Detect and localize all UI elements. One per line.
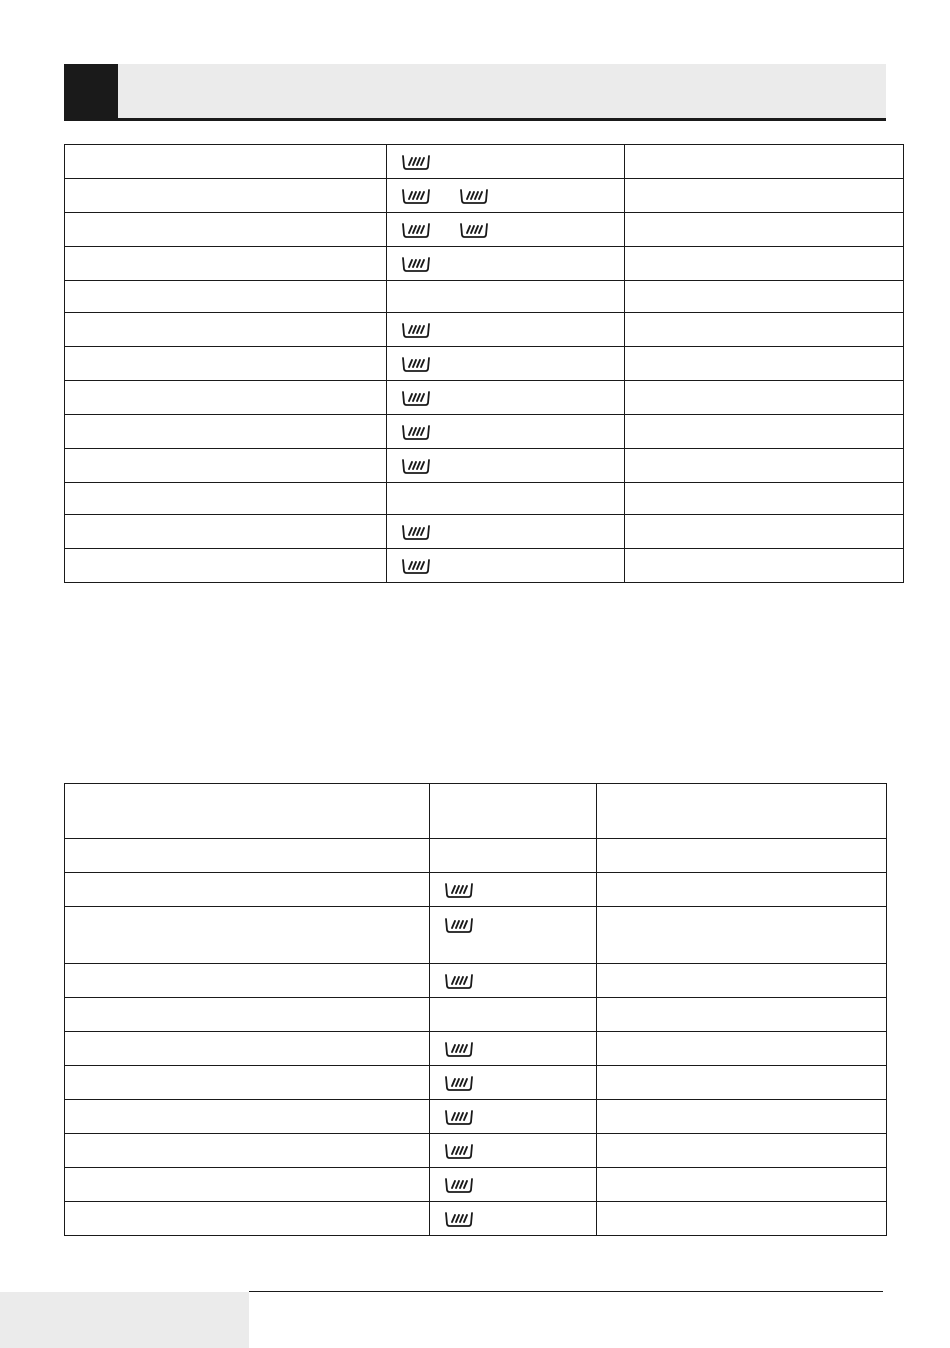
program-name-cell bbox=[65, 483, 387, 515]
value-cell bbox=[597, 1066, 887, 1100]
table-header-cell bbox=[597, 784, 887, 839]
value-cell bbox=[597, 1202, 887, 1236]
program-name-cell bbox=[65, 347, 387, 381]
detergent-cell bbox=[387, 549, 625, 583]
detergent-cell bbox=[387, 313, 625, 347]
basin-icon bbox=[444, 1177, 474, 1193]
value-cell bbox=[625, 179, 904, 213]
detergent-cell bbox=[387, 381, 625, 415]
value-cell bbox=[597, 964, 887, 998]
basin-icon bbox=[401, 322, 431, 338]
basin-icon bbox=[401, 222, 431, 238]
program-name-cell bbox=[65, 145, 387, 179]
table-row bbox=[65, 873, 887, 907]
program-table-1 bbox=[64, 144, 904, 583]
program-name-cell bbox=[65, 964, 430, 998]
value-cell bbox=[625, 145, 904, 179]
basin-icon bbox=[401, 256, 431, 272]
detergent-cell bbox=[387, 179, 625, 213]
basin-icon bbox=[401, 524, 431, 540]
program-table-1-body bbox=[65, 145, 904, 583]
table-row bbox=[65, 313, 904, 347]
detergent-cell bbox=[430, 873, 597, 907]
program-name-cell bbox=[65, 381, 387, 415]
program-name-cell bbox=[65, 1032, 430, 1066]
table-row bbox=[65, 483, 904, 515]
table-row bbox=[65, 179, 904, 213]
value-cell bbox=[597, 839, 887, 873]
detergent-cell bbox=[387, 515, 625, 549]
basin-icon bbox=[459, 188, 489, 204]
table-header-cell bbox=[65, 784, 430, 839]
table-row bbox=[65, 839, 887, 873]
program-name-cell bbox=[65, 281, 387, 313]
program-table-2 bbox=[64, 783, 887, 1236]
value-cell bbox=[625, 549, 904, 583]
basin-icon bbox=[401, 188, 431, 204]
detergent-cell bbox=[430, 998, 597, 1032]
footer-block bbox=[0, 1292, 249, 1348]
value-cell bbox=[597, 907, 887, 964]
detergent-cell bbox=[387, 483, 625, 515]
detergent-cell bbox=[387, 247, 625, 281]
table-header-row bbox=[65, 784, 887, 839]
program-name-cell bbox=[65, 1100, 430, 1134]
basin-icon bbox=[401, 424, 431, 440]
table-row bbox=[65, 415, 904, 449]
detergent-cell bbox=[430, 1032, 597, 1066]
program-name-cell bbox=[65, 998, 430, 1032]
section-header-bar bbox=[64, 64, 886, 121]
detergent-cell bbox=[430, 1100, 597, 1134]
table-row bbox=[65, 998, 887, 1032]
value-cell bbox=[597, 873, 887, 907]
detergent-cell bbox=[387, 281, 625, 313]
basin-icon bbox=[401, 558, 431, 574]
basin-icon bbox=[444, 882, 474, 898]
detergent-cell bbox=[387, 213, 625, 247]
basin-icon bbox=[444, 1075, 474, 1091]
table-row bbox=[65, 907, 887, 964]
table-row bbox=[65, 281, 904, 313]
table-row bbox=[65, 515, 904, 549]
table-row bbox=[65, 1202, 887, 1236]
program-name-cell bbox=[65, 247, 387, 281]
value-cell bbox=[597, 1032, 887, 1066]
table-row bbox=[65, 145, 904, 179]
table-row bbox=[65, 1100, 887, 1134]
program-name-cell bbox=[65, 1168, 430, 1202]
table-row bbox=[65, 247, 904, 281]
program-name-cell bbox=[65, 213, 387, 247]
basin-icon bbox=[459, 222, 489, 238]
basin-icon bbox=[401, 458, 431, 474]
value-cell bbox=[625, 281, 904, 313]
value-cell bbox=[625, 381, 904, 415]
value-cell bbox=[625, 515, 904, 549]
program-table-2-body bbox=[65, 839, 887, 1236]
detergent-cell bbox=[387, 347, 625, 381]
value-cell bbox=[625, 247, 904, 281]
detergent-cell bbox=[430, 964, 597, 998]
table-row bbox=[65, 1134, 887, 1168]
basin-icon bbox=[444, 1211, 474, 1227]
footer-rule bbox=[249, 1291, 883, 1292]
program-name-cell bbox=[65, 873, 430, 907]
value-cell bbox=[625, 449, 904, 483]
value-cell bbox=[597, 1134, 887, 1168]
table-row bbox=[65, 347, 904, 381]
detergent-cell bbox=[430, 907, 597, 964]
program-name-cell bbox=[65, 179, 387, 213]
basin-icon bbox=[444, 973, 474, 989]
table-row bbox=[65, 1066, 887, 1100]
detergent-cell bbox=[387, 145, 625, 179]
program-name-cell bbox=[65, 1066, 430, 1100]
program-name-cell bbox=[65, 839, 430, 873]
detergent-cell bbox=[387, 415, 625, 449]
program-name-cell bbox=[65, 907, 430, 964]
value-cell bbox=[625, 483, 904, 515]
table-row bbox=[65, 449, 904, 483]
section-number-block bbox=[64, 64, 118, 118]
value-cell bbox=[597, 998, 887, 1032]
detergent-cell bbox=[430, 1066, 597, 1100]
detergent-cell bbox=[430, 839, 597, 873]
program-name-cell bbox=[65, 1202, 430, 1236]
table-header-cell bbox=[430, 784, 597, 839]
table-row bbox=[65, 1032, 887, 1066]
value-cell bbox=[597, 1100, 887, 1134]
basin-icon bbox=[444, 1143, 474, 1159]
value-cell bbox=[625, 313, 904, 347]
basin-icon bbox=[401, 390, 431, 406]
detergent-cell bbox=[430, 1202, 597, 1236]
basin-icon bbox=[401, 154, 431, 170]
basin-icon bbox=[444, 917, 474, 933]
table-row bbox=[65, 964, 887, 998]
value-cell bbox=[625, 415, 904, 449]
detergent-cell bbox=[430, 1168, 597, 1202]
value-cell bbox=[597, 1168, 887, 1202]
program-name-cell bbox=[65, 515, 387, 549]
value-cell bbox=[625, 213, 904, 247]
basin-icon bbox=[401, 356, 431, 372]
program-name-cell bbox=[65, 1134, 430, 1168]
table-row bbox=[65, 213, 904, 247]
basin-icon bbox=[444, 1109, 474, 1125]
program-name-cell bbox=[65, 449, 387, 483]
detergent-cell bbox=[430, 1134, 597, 1168]
table-row bbox=[65, 549, 904, 583]
table-row bbox=[65, 1168, 887, 1202]
basin-icon bbox=[444, 1041, 474, 1057]
program-name-cell bbox=[65, 313, 387, 347]
detergent-cell bbox=[387, 449, 625, 483]
value-cell bbox=[625, 347, 904, 381]
table-row bbox=[65, 381, 904, 415]
program-name-cell bbox=[65, 415, 387, 449]
program-name-cell bbox=[65, 549, 387, 583]
